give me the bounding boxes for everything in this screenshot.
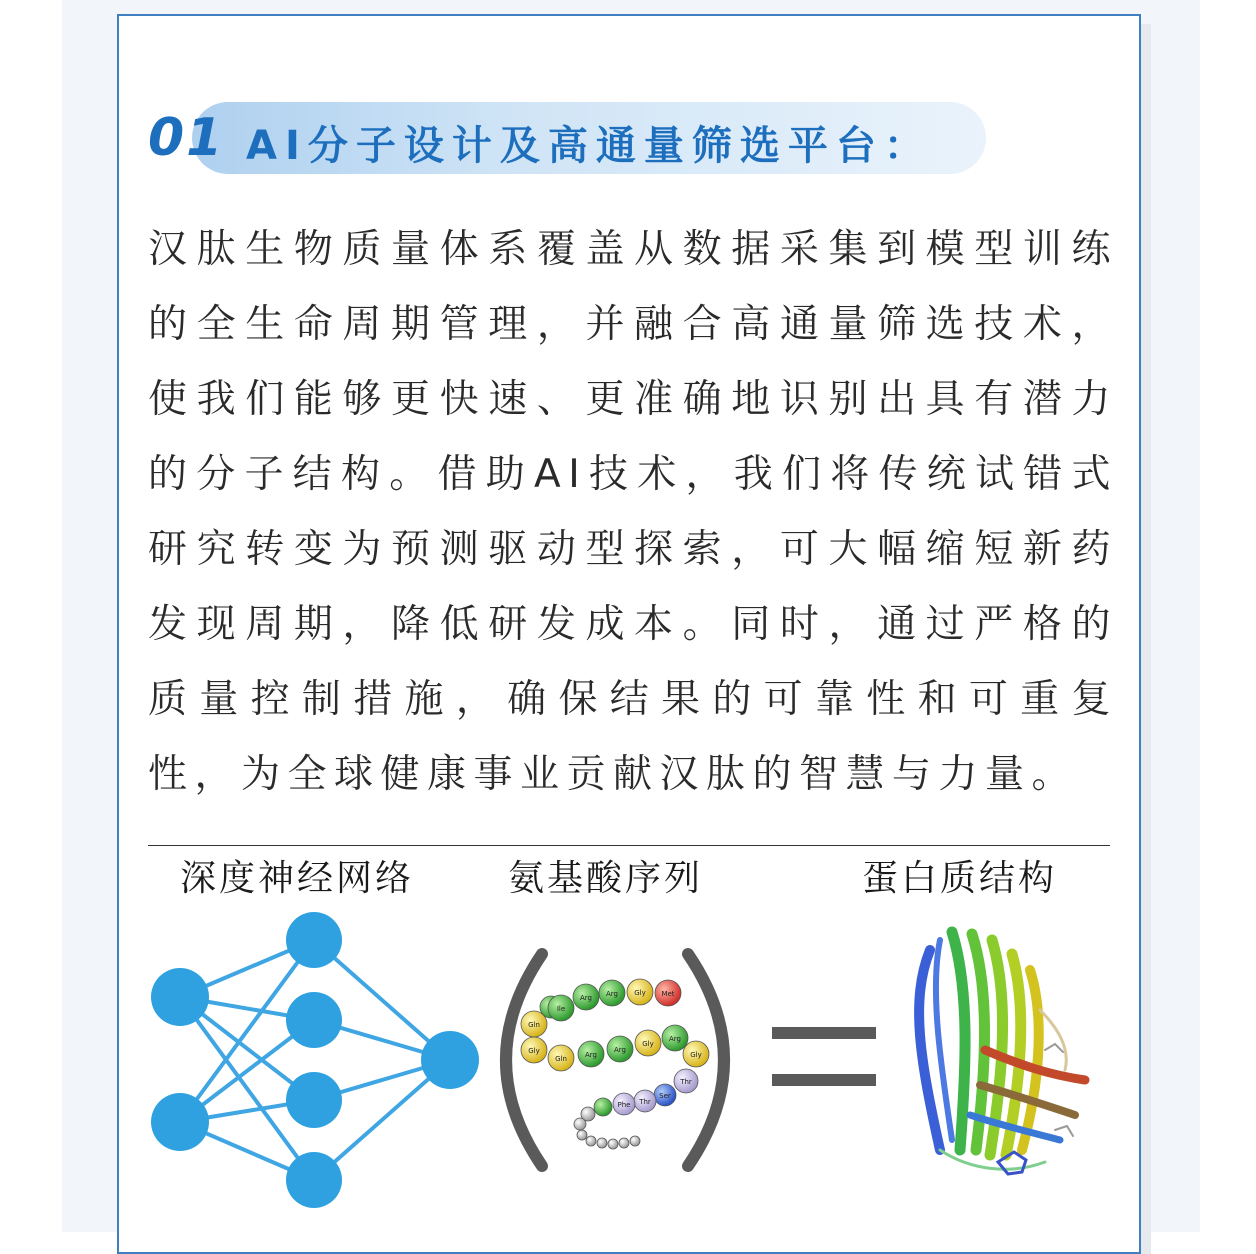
aa-label: Phe <box>617 1101 631 1109</box>
equals-bar-top <box>772 1027 876 1039</box>
section-title: AI分子设计及高通量筛选平台： <box>246 123 932 169</box>
aa-label: Thr <box>680 1078 692 1086</box>
aa-label: Arg <box>580 994 592 1002</box>
aa-label: Arg <box>606 990 618 998</box>
aa-label: Gly <box>642 1040 654 1048</box>
aa-label: Gly <box>634 989 646 997</box>
nn-node <box>286 1152 342 1208</box>
nn-node <box>286 912 342 968</box>
aa-label: Gln <box>555 1055 567 1063</box>
label-amino-acid-sequence: 氨基酸序列 <box>508 858 704 899</box>
nn-node <box>151 1093 209 1151</box>
aa-label: Ser <box>659 1092 671 1100</box>
aa-label: Gly <box>528 1047 540 1055</box>
label-neural-network: 深度神经网络 <box>180 858 415 899</box>
aa-label: Arg <box>585 1051 597 1059</box>
nn-node <box>286 992 342 1048</box>
label-protein-structure: 蛋白质结构 <box>862 858 1058 899</box>
description-paragraph: 汉肽生物质量体系覆盖从数据采集到模型训练的全生命周期管理，并融合高通量筛选技术，使我们能够更快速、更准确地识别出具有潜力的分子结构。借助AI技术，我们将传统试错式研究转变为预测驱动型探索，可大幅缩短新药发现周期，降低研发成本。同时，通过严格的质量控制措施，确保结果的可靠性和可重复性，为全球健康事业贡献汉肽的智慧与力量。 <box>148 227 1118 797</box>
aa-label: Met <box>661 990 675 998</box>
nn-node <box>286 1072 342 1128</box>
aa-label: Arg <box>669 1035 681 1043</box>
neural-network-diagram <box>180 940 450 1180</box>
figure-illustration <box>140 900 1120 1210</box>
nn-node <box>421 1031 479 1089</box>
protein-structure-illustration <box>919 932 1085 1174</box>
aa-label: Ile <box>556 1005 566 1013</box>
aa-label: Gln <box>528 1021 540 1029</box>
nn-node <box>151 968 209 1026</box>
aa-label: Thr <box>639 1098 651 1106</box>
equals-bar-bottom <box>772 1074 876 1086</box>
aa-label: Arg <box>614 1046 626 1054</box>
amino-acid-chain <box>521 979 709 1149</box>
aa-label: Gly <box>690 1051 702 1059</box>
section-number: 01 <box>148 108 225 168</box>
figure-divider <box>148 845 1110 846</box>
